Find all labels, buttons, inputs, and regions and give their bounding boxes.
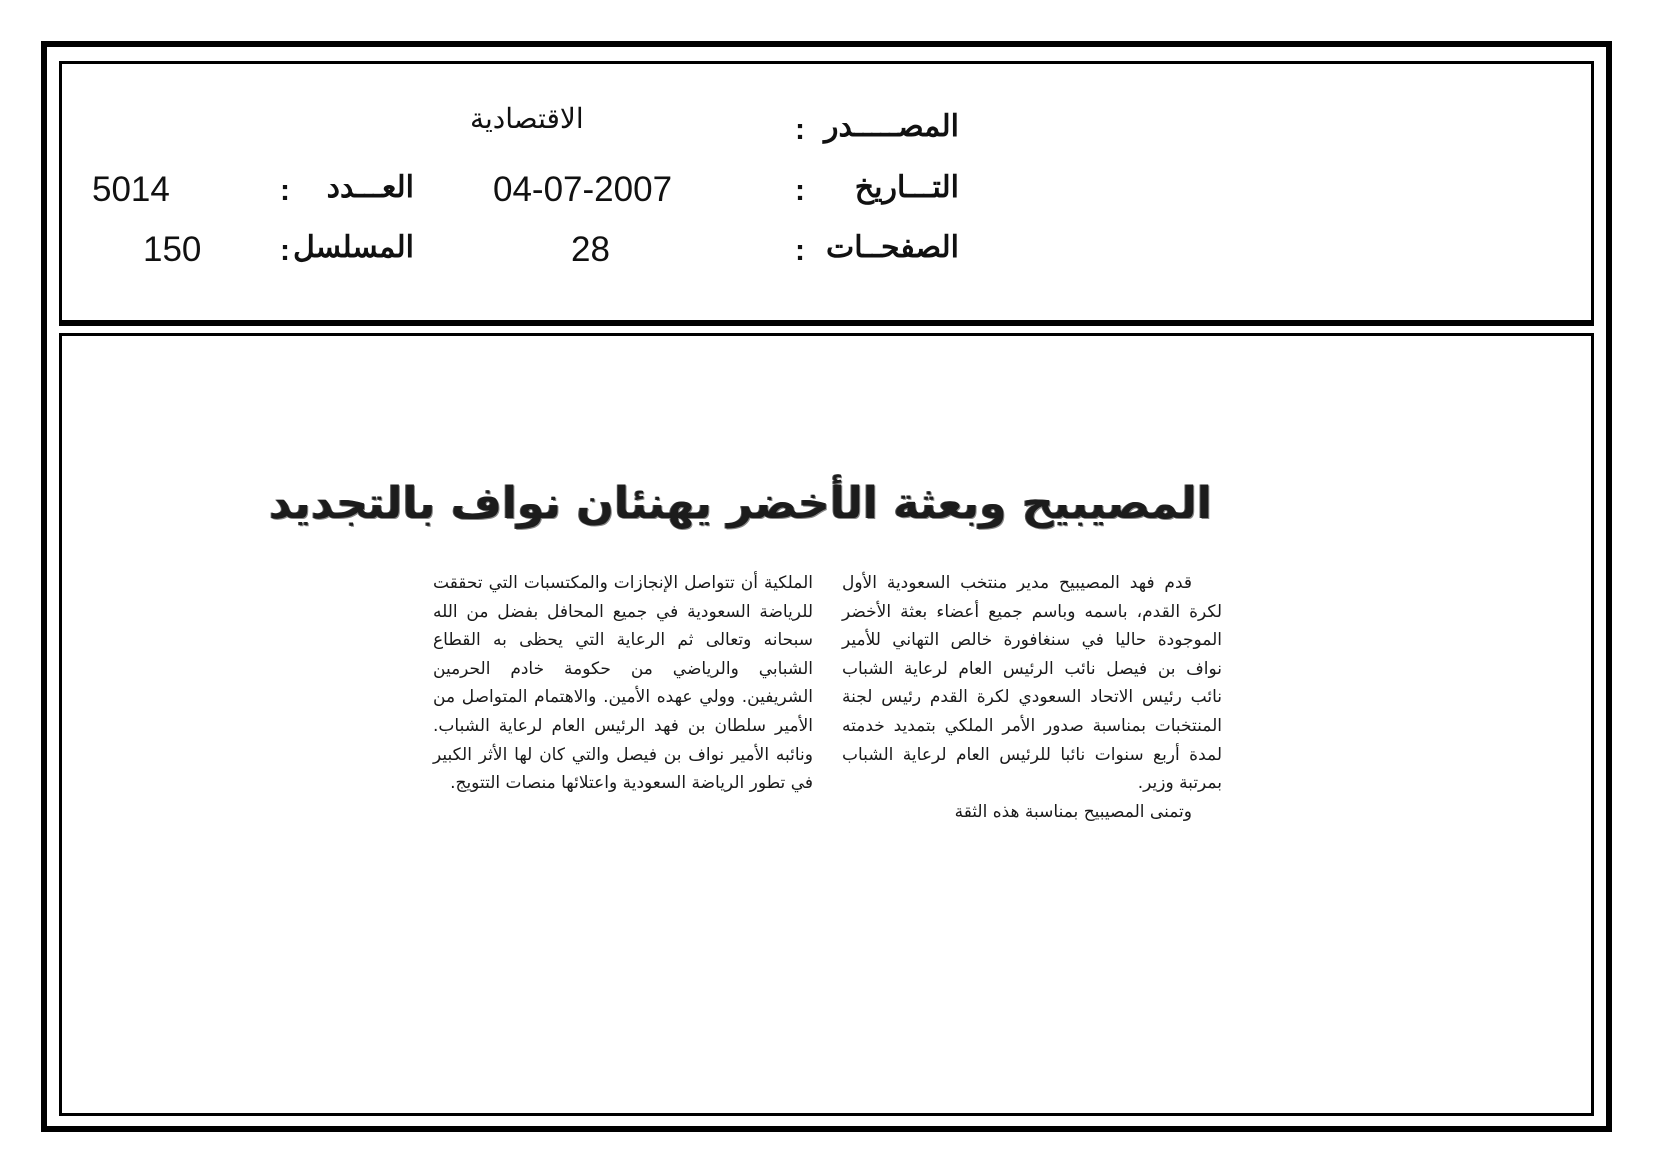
- serial-value: 150: [143, 230, 202, 269]
- article-column-left: [433, 569, 813, 798]
- pages-label: الصفحــات: [826, 231, 959, 264]
- serial-colon: :: [280, 234, 290, 267]
- issue-label: العـــدد: [326, 171, 414, 204]
- article-headline: المصيبيح وبعثة الأخضر يهنئان نواف بالتجديد: [268, 478, 1212, 529]
- source-label: المصـــــدر: [823, 110, 959, 143]
- article-paragraph: قدم فهد المصيبيح مدير منتخب السعودية الأول لكرة القدم، باسمه وباسم جميع أعضاء بعثة الأخضر الموجودة حاليا في سنغافورة خالص التهاني للأمير نواف بن فيصل نائب الرئيس العام لرعاية الشباب نائب رئيس الاتحاد السعودي لكرة القدم رئيس لجنة المنتخبات بمناسبة صدور الأمر الملكي بتمديد خدمته لمدة أربع سنوات نائبا للرئيس العام لرعاية الشباب بمرتبة وزير.: [842, 573, 1222, 794]
- pages-colon: :: [795, 234, 805, 267]
- article-body-box: [59, 333, 1594, 1116]
- source-value: الاقتصادية: [470, 103, 584, 134]
- serial-label: المسلسل: [293, 231, 414, 264]
- article-paragraph: الملكية أن تتواصل الإنجازات والمكتسبات التي تحققت للرياضة السعودية في جميع المحافل بفضل من الله سبحانه وتعالى ثم الرعاية التي يحظى به القطاع الشبابي والرياضي من حكومة خادم الحرمين الشريفين. وولي عهده الأمين. والاهتمام المتواصل من الأمير سلطان بن فهد الرئيس العام لرعاية الشباب. ونائبه الأمير نواف بن فيصل والتي كان لها الأثر الكبير في تطور الرياضة السعودية واعتلائها منصات التتويج.: [433, 573, 813, 794]
- source-colon: :: [795, 113, 805, 146]
- pages-value: 28: [571, 230, 610, 269]
- article-paragraph: وتمنى المصيبيح بمناسبة هذه الثقة: [954, 801, 1192, 822]
- issue-colon: :: [280, 174, 290, 207]
- issue-value: 5014: [92, 170, 170, 209]
- date-value: 04-07-2007: [493, 170, 673, 209]
- date-label: التـــاريخ: [854, 171, 959, 204]
- date-colon: :: [795, 174, 805, 207]
- article-column-right: [842, 569, 1222, 826]
